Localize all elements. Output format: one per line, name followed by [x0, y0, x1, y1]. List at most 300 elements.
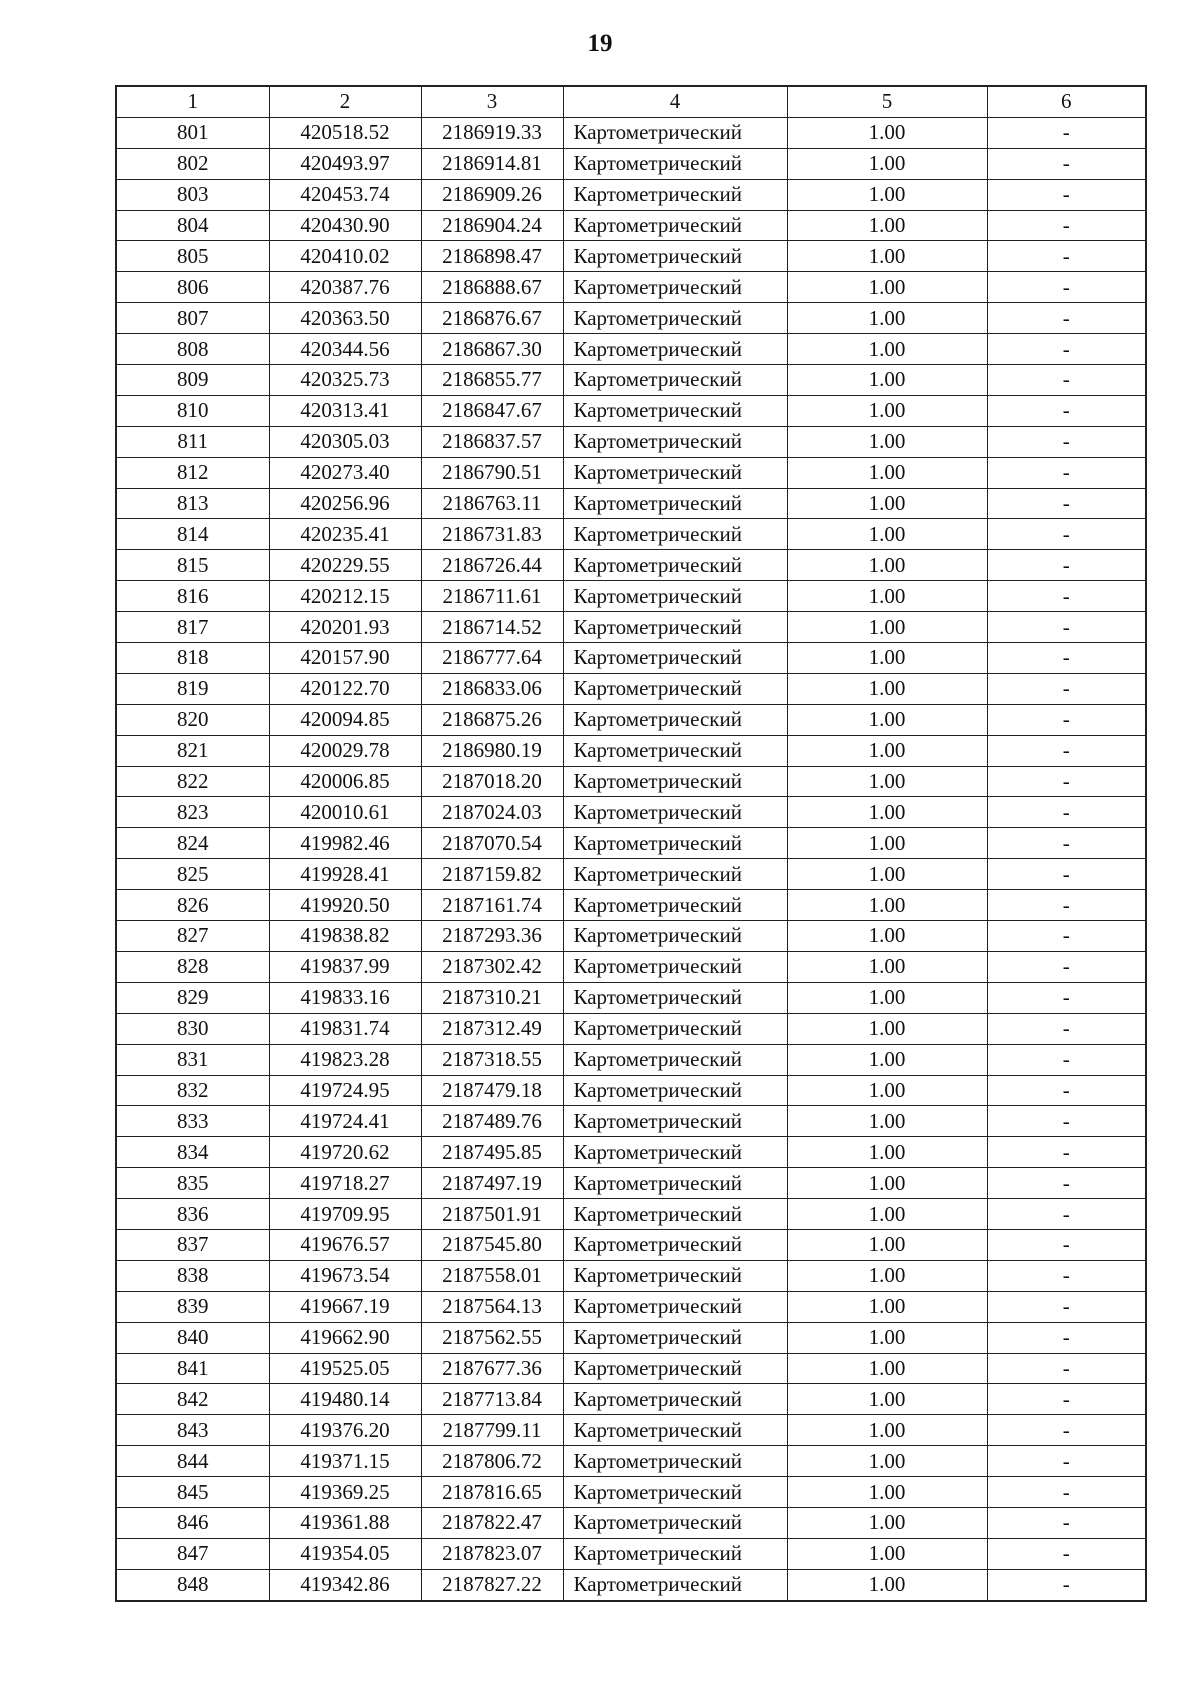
cell-accuracy: 1.00	[787, 272, 987, 303]
cell-method: Картометрический	[563, 1322, 787, 1353]
cell-point-number: 802	[116, 148, 269, 179]
cell-note: -	[987, 1199, 1146, 1230]
cell-coord-x: 419676.57	[269, 1229, 421, 1260]
cell-coord-x: 419831.74	[269, 1013, 421, 1044]
cell-note: -	[987, 797, 1146, 828]
table-row	[116, 1044, 1146, 1075]
cell-point-number: 807	[116, 303, 269, 334]
cell-point-number: 803	[116, 179, 269, 210]
cell-method: Картометрический	[563, 1106, 787, 1137]
cell-point-number: 826	[116, 890, 269, 921]
cell-coord-x: 419662.90	[269, 1322, 421, 1353]
header-row	[116, 86, 1146, 117]
cell-accuracy: 1.00	[787, 519, 987, 550]
cell-coord-y: 2187495.85	[421, 1137, 563, 1168]
cell-coord-x: 420305.03	[269, 426, 421, 457]
cell-accuracy: 1.00	[787, 890, 987, 921]
cell-coord-x: 420325.73	[269, 365, 421, 396]
cell-method: Картометрический	[563, 457, 787, 488]
cell-point-number: 821	[116, 735, 269, 766]
cell-coord-y: 2187799.11	[421, 1415, 563, 1446]
cell-accuracy: 1.00	[787, 921, 987, 952]
table-row	[116, 1168, 1146, 1199]
cell-coord-x: 420387.76	[269, 272, 421, 303]
cell-point-number: 823	[116, 797, 269, 828]
cell-note: -	[987, 859, 1146, 890]
cell-coord-x: 419720.62	[269, 1137, 421, 1168]
table-row	[116, 1199, 1146, 1230]
cell-method: Картометрический	[563, 426, 787, 457]
table-body	[116, 117, 1146, 1600]
cell-coord-x: 420410.02	[269, 241, 421, 272]
cell-coord-y: 2186711.61	[421, 581, 563, 612]
cell-coord-y: 2187713.84	[421, 1384, 563, 1415]
cell-coord-x: 419480.14	[269, 1384, 421, 1415]
cell-point-number: 816	[116, 581, 269, 612]
cell-method: Картометрический	[563, 519, 787, 550]
table-row	[116, 334, 1146, 365]
cell-note: -	[987, 1106, 1146, 1137]
cell-note: -	[987, 1538, 1146, 1569]
cell-accuracy: 1.00	[787, 1446, 987, 1477]
cell-coord-y: 2187070.54	[421, 828, 563, 859]
table-row	[116, 735, 1146, 766]
cell-accuracy: 1.00	[787, 1353, 987, 1384]
cell-point-number: 839	[116, 1291, 269, 1322]
cell-coord-y: 2186837.57	[421, 426, 563, 457]
cell-coord-y: 2187827.22	[421, 1569, 563, 1600]
cell-point-number: 827	[116, 921, 269, 952]
cell-coord-x: 419718.27	[269, 1168, 421, 1199]
cell-coord-x: 420493.97	[269, 148, 421, 179]
cell-coord-y: 2186777.64	[421, 643, 563, 674]
cell-coord-x: 419823.28	[269, 1044, 421, 1075]
cell-coord-y: 2186876.67	[421, 303, 563, 334]
cell-accuracy: 1.00	[787, 1384, 987, 1415]
header-col-5: 5	[787, 86, 987, 117]
cell-coord-x: 420229.55	[269, 550, 421, 581]
cell-method: Картометрический	[563, 241, 787, 272]
table-row	[116, 1353, 1146, 1384]
cell-point-number: 828	[116, 951, 269, 982]
cell-coord-x: 419709.95	[269, 1199, 421, 1230]
cell-point-number: 843	[116, 1415, 269, 1446]
cell-note: -	[987, 1137, 1146, 1168]
table-row	[116, 550, 1146, 581]
cell-coord-y: 2186867.30	[421, 334, 563, 365]
cell-accuracy: 1.00	[787, 1075, 987, 1106]
cell-coord-y: 2187497.19	[421, 1168, 563, 1199]
cell-coord-y: 2186847.67	[421, 395, 563, 426]
cell-coord-x: 420235.41	[269, 519, 421, 550]
cell-coord-x: 420344.56	[269, 334, 421, 365]
cell-note: -	[987, 303, 1146, 334]
table-row	[116, 395, 1146, 426]
cell-accuracy: 1.00	[787, 488, 987, 519]
cell-point-number: 846	[116, 1507, 269, 1538]
table-row	[116, 365, 1146, 396]
cell-method: Картометрический	[563, 550, 787, 581]
cell-coord-x: 420122.70	[269, 673, 421, 704]
cell-accuracy: 1.00	[787, 1137, 987, 1168]
cell-coord-x: 419724.41	[269, 1106, 421, 1137]
cell-method: Картометрический	[563, 612, 787, 643]
cell-coord-y: 2187159.82	[421, 859, 563, 890]
cell-accuracy: 1.00	[787, 704, 987, 735]
cell-coord-y: 2187024.03	[421, 797, 563, 828]
cell-accuracy: 1.00	[787, 457, 987, 488]
cell-point-number: 810	[116, 395, 269, 426]
cell-coord-y: 2186790.51	[421, 457, 563, 488]
cell-method: Картометрический	[563, 1260, 787, 1291]
table-row	[116, 1106, 1146, 1137]
cell-method: Картометрический	[563, 1507, 787, 1538]
cell-coord-x: 419837.99	[269, 951, 421, 982]
cell-coord-x: 419724.95	[269, 1075, 421, 1106]
cell-coord-y: 2186888.67	[421, 272, 563, 303]
cell-method: Картометрический	[563, 179, 787, 210]
cell-accuracy: 1.00	[787, 612, 987, 643]
cell-coord-y: 2187822.47	[421, 1507, 563, 1538]
header-col-3: 3	[421, 86, 563, 117]
table-row	[116, 426, 1146, 457]
table-row	[116, 1384, 1146, 1415]
table-row	[116, 673, 1146, 704]
table-row	[116, 1137, 1146, 1168]
table-row	[116, 1569, 1146, 1600]
cell-method: Картометрический	[563, 828, 787, 859]
cell-coord-y: 2187479.18	[421, 1075, 563, 1106]
table-row	[116, 272, 1146, 303]
cell-accuracy: 1.00	[787, 1322, 987, 1353]
table-row	[116, 859, 1146, 890]
table-row	[116, 1013, 1146, 1044]
cell-note: -	[987, 457, 1146, 488]
cell-point-number: 815	[116, 550, 269, 581]
cell-note: -	[987, 488, 1146, 519]
cell-method: Картометрический	[563, 1291, 787, 1322]
cell-method: Картометрический	[563, 1044, 787, 1075]
cell-point-number: 834	[116, 1137, 269, 1168]
cell-coord-x: 419667.19	[269, 1291, 421, 1322]
cell-point-number: 820	[116, 704, 269, 735]
cell-note: -	[987, 704, 1146, 735]
cell-coord-y: 2187564.13	[421, 1291, 563, 1322]
cell-coord-x: 420430.90	[269, 210, 421, 241]
cell-method: Картометрический	[563, 1168, 787, 1199]
table-row	[116, 148, 1146, 179]
cell-point-number: 809	[116, 365, 269, 396]
cell-accuracy: 1.00	[787, 643, 987, 674]
cell-note: -	[987, 426, 1146, 457]
cell-method: Картометрический	[563, 735, 787, 766]
table-row	[116, 241, 1146, 272]
cell-coord-y: 2186875.26	[421, 704, 563, 735]
cell-method: Картометрический	[563, 766, 787, 797]
cell-coord-x: 419920.50	[269, 890, 421, 921]
cell-note: -	[987, 828, 1146, 859]
cell-point-number: 842	[116, 1384, 269, 1415]
cell-method: Картометрический	[563, 1538, 787, 1569]
cell-accuracy: 1.00	[787, 550, 987, 581]
cell-accuracy: 1.00	[787, 1507, 987, 1538]
cell-method: Картометрический	[563, 643, 787, 674]
cell-accuracy: 1.00	[787, 581, 987, 612]
cell-accuracy: 1.00	[787, 1569, 987, 1600]
cell-coord-y: 2186714.52	[421, 612, 563, 643]
cell-method: Картометрический	[563, 272, 787, 303]
cell-method: Картометрический	[563, 982, 787, 1013]
cell-coord-x: 419361.88	[269, 1507, 421, 1538]
cell-note: -	[987, 1168, 1146, 1199]
cell-point-number: 819	[116, 673, 269, 704]
cell-coord-x: 419525.05	[269, 1353, 421, 1384]
table-row	[116, 890, 1146, 921]
header-col-2: 2	[269, 86, 421, 117]
cell-coord-x: 420201.93	[269, 612, 421, 643]
cell-note: -	[987, 1446, 1146, 1477]
cell-point-number: 825	[116, 859, 269, 890]
cell-point-number: 808	[116, 334, 269, 365]
cell-method: Картометрический	[563, 488, 787, 519]
cell-note: -	[987, 334, 1146, 365]
table-row	[116, 179, 1146, 210]
cell-note: -	[987, 951, 1146, 982]
cell-accuracy: 1.00	[787, 1199, 987, 1230]
cell-coord-y: 2187558.01	[421, 1260, 563, 1291]
cell-coord-y: 2186833.06	[421, 673, 563, 704]
cell-note: -	[987, 1291, 1146, 1322]
cell-coord-y: 2186904.24	[421, 210, 563, 241]
cell-coord-x: 420010.61	[269, 797, 421, 828]
cell-coord-y: 2187312.49	[421, 1013, 563, 1044]
cell-note: -	[987, 272, 1146, 303]
cell-note: -	[987, 1477, 1146, 1508]
table-row	[116, 982, 1146, 1013]
cell-accuracy: 1.00	[787, 179, 987, 210]
cell-method: Картометрический	[563, 1353, 787, 1384]
cell-note: -	[987, 1044, 1146, 1075]
cell-accuracy: 1.00	[787, 117, 987, 148]
cell-note: -	[987, 1075, 1146, 1106]
cell-note: -	[987, 241, 1146, 272]
cell-point-number: 836	[116, 1199, 269, 1230]
cell-point-number: 817	[116, 612, 269, 643]
table-row	[116, 1075, 1146, 1106]
cell-method: Картометрический	[563, 1075, 787, 1106]
cell-note: -	[987, 395, 1146, 426]
table-row	[116, 828, 1146, 859]
cell-note: -	[987, 519, 1146, 550]
cell-method: Картометрический	[563, 117, 787, 148]
cell-method: Картометрический	[563, 210, 787, 241]
cell-note: -	[987, 673, 1146, 704]
cell-point-number: 811	[116, 426, 269, 457]
table-row	[116, 1260, 1146, 1291]
cell-coord-y: 2186855.77	[421, 365, 563, 396]
cell-accuracy: 1.00	[787, 1260, 987, 1291]
cell-coord-x: 420212.15	[269, 581, 421, 612]
table-row	[116, 303, 1146, 334]
cell-coord-y: 2186731.83	[421, 519, 563, 550]
cell-point-number: 845	[116, 1477, 269, 1508]
cell-accuracy: 1.00	[787, 797, 987, 828]
cell-point-number: 837	[116, 1229, 269, 1260]
cell-method: Картометрический	[563, 365, 787, 396]
cell-accuracy: 1.00	[787, 148, 987, 179]
cell-method: Картометрический	[563, 334, 787, 365]
cell-method: Картометрический	[563, 1199, 787, 1230]
cell-note: -	[987, 890, 1146, 921]
cell-method: Картометрический	[563, 1415, 787, 1446]
cell-coord-x: 419376.20	[269, 1415, 421, 1446]
cell-note: -	[987, 148, 1146, 179]
cell-coord-y: 2187816.65	[421, 1477, 563, 1508]
cell-note: -	[987, 1260, 1146, 1291]
table-row	[116, 1477, 1146, 1508]
cell-coord-y: 2187293.36	[421, 921, 563, 952]
header-col-4: 4	[563, 86, 787, 117]
cell-coord-y: 2187302.42	[421, 951, 563, 982]
cell-accuracy: 1.00	[787, 210, 987, 241]
table-row	[116, 581, 1146, 612]
cell-coord-x: 420518.52	[269, 117, 421, 148]
cell-point-number: 844	[116, 1446, 269, 1477]
table-row	[116, 117, 1146, 148]
table-row	[116, 1446, 1146, 1477]
cell-coord-x: 420313.41	[269, 395, 421, 426]
cell-accuracy: 1.00	[787, 334, 987, 365]
cell-point-number: 818	[116, 643, 269, 674]
table-row	[116, 1322, 1146, 1353]
cell-method: Картометрический	[563, 1229, 787, 1260]
table-row	[116, 797, 1146, 828]
table-row	[116, 1507, 1146, 1538]
cell-note: -	[987, 1013, 1146, 1044]
table-row	[116, 704, 1146, 735]
cell-accuracy: 1.00	[787, 982, 987, 1013]
cell-point-number: 822	[116, 766, 269, 797]
cell-accuracy: 1.00	[787, 828, 987, 859]
cell-method: Картометрический	[563, 148, 787, 179]
cell-note: -	[987, 117, 1146, 148]
cell-coord-x: 419354.05	[269, 1538, 421, 1569]
table-row	[116, 951, 1146, 982]
cell-coord-y: 2186914.81	[421, 148, 563, 179]
cell-coord-x: 420363.50	[269, 303, 421, 334]
cell-point-number: 847	[116, 1538, 269, 1569]
cell-coord-x: 420273.40	[269, 457, 421, 488]
table-header	[116, 86, 1146, 117]
cell-point-number: 829	[116, 982, 269, 1013]
cell-coord-x: 419982.46	[269, 828, 421, 859]
cell-note: -	[987, 766, 1146, 797]
cell-coord-y: 2187161.74	[421, 890, 563, 921]
table-row	[116, 210, 1146, 241]
cell-method: Картометрический	[563, 303, 787, 334]
table-row	[116, 1229, 1146, 1260]
cell-method: Картометрический	[563, 951, 787, 982]
cell-method: Картометрический	[563, 395, 787, 426]
table-row	[116, 1415, 1146, 1446]
cell-point-number: 804	[116, 210, 269, 241]
cell-note: -	[987, 643, 1146, 674]
cell-accuracy: 1.00	[787, 1291, 987, 1322]
cell-coord-x: 420029.78	[269, 735, 421, 766]
cell-point-number: 824	[116, 828, 269, 859]
cell-accuracy: 1.00	[787, 1106, 987, 1137]
cell-coord-y: 2187562.55	[421, 1322, 563, 1353]
cell-accuracy: 1.00	[787, 1044, 987, 1075]
cell-method: Картометрический	[563, 797, 787, 828]
header-col-6: 6	[987, 86, 1146, 117]
cell-note: -	[987, 1507, 1146, 1538]
cell-point-number: 814	[116, 519, 269, 550]
cell-coord-x: 419673.54	[269, 1260, 421, 1291]
header-col-1: 1	[116, 86, 269, 117]
cell-point-number: 831	[116, 1044, 269, 1075]
cell-method: Картометрический	[563, 1384, 787, 1415]
cell-coord-y: 2186980.19	[421, 735, 563, 766]
cell-accuracy: 1.00	[787, 951, 987, 982]
cell-coord-y: 2187823.07	[421, 1538, 563, 1569]
cell-coord-y: 2186919.33	[421, 117, 563, 148]
table-row	[116, 1291, 1146, 1322]
table-row	[116, 488, 1146, 519]
cell-method: Картометрический	[563, 859, 787, 890]
table-row	[116, 921, 1146, 952]
cell-accuracy: 1.00	[787, 673, 987, 704]
table-row	[116, 519, 1146, 550]
cell-method: Картометрический	[563, 1569, 787, 1600]
cell-coord-x: 420157.90	[269, 643, 421, 674]
coordinates-table	[115, 85, 1147, 1602]
cell-note: -	[987, 365, 1146, 396]
cell-coord-y: 2186898.47	[421, 241, 563, 272]
cell-method: Картометрический	[563, 1013, 787, 1044]
cell-point-number: 835	[116, 1168, 269, 1199]
cell-point-number: 805	[116, 241, 269, 272]
cell-coord-x: 419833.16	[269, 982, 421, 1013]
cell-point-number: 813	[116, 488, 269, 519]
cell-note: -	[987, 581, 1146, 612]
cell-accuracy: 1.00	[787, 303, 987, 334]
cell-note: -	[987, 612, 1146, 643]
page-number: 19	[587, 30, 613, 57]
cell-note: -	[987, 735, 1146, 766]
cell-note: -	[987, 1569, 1146, 1600]
cell-coord-y: 2187489.76	[421, 1106, 563, 1137]
cell-coord-y: 2187806.72	[421, 1446, 563, 1477]
cell-note: -	[987, 1353, 1146, 1384]
cell-note: -	[987, 1322, 1146, 1353]
cell-note: -	[987, 1415, 1146, 1446]
cell-coord-y: 2187501.91	[421, 1199, 563, 1230]
cell-coord-y: 2186763.11	[421, 488, 563, 519]
cell-coord-y: 2187545.80	[421, 1229, 563, 1260]
cell-coord-x: 420453.74	[269, 179, 421, 210]
cell-method: Картометрический	[563, 1137, 787, 1168]
cell-coord-y: 2186726.44	[421, 550, 563, 581]
table-row	[116, 766, 1146, 797]
cell-accuracy: 1.00	[787, 426, 987, 457]
table-row	[116, 457, 1146, 488]
cell-accuracy: 1.00	[787, 395, 987, 426]
cell-accuracy: 1.00	[787, 1477, 987, 1508]
cell-note: -	[987, 982, 1146, 1013]
cell-coord-y: 2187018.20	[421, 766, 563, 797]
cell-point-number: 841	[116, 1353, 269, 1384]
